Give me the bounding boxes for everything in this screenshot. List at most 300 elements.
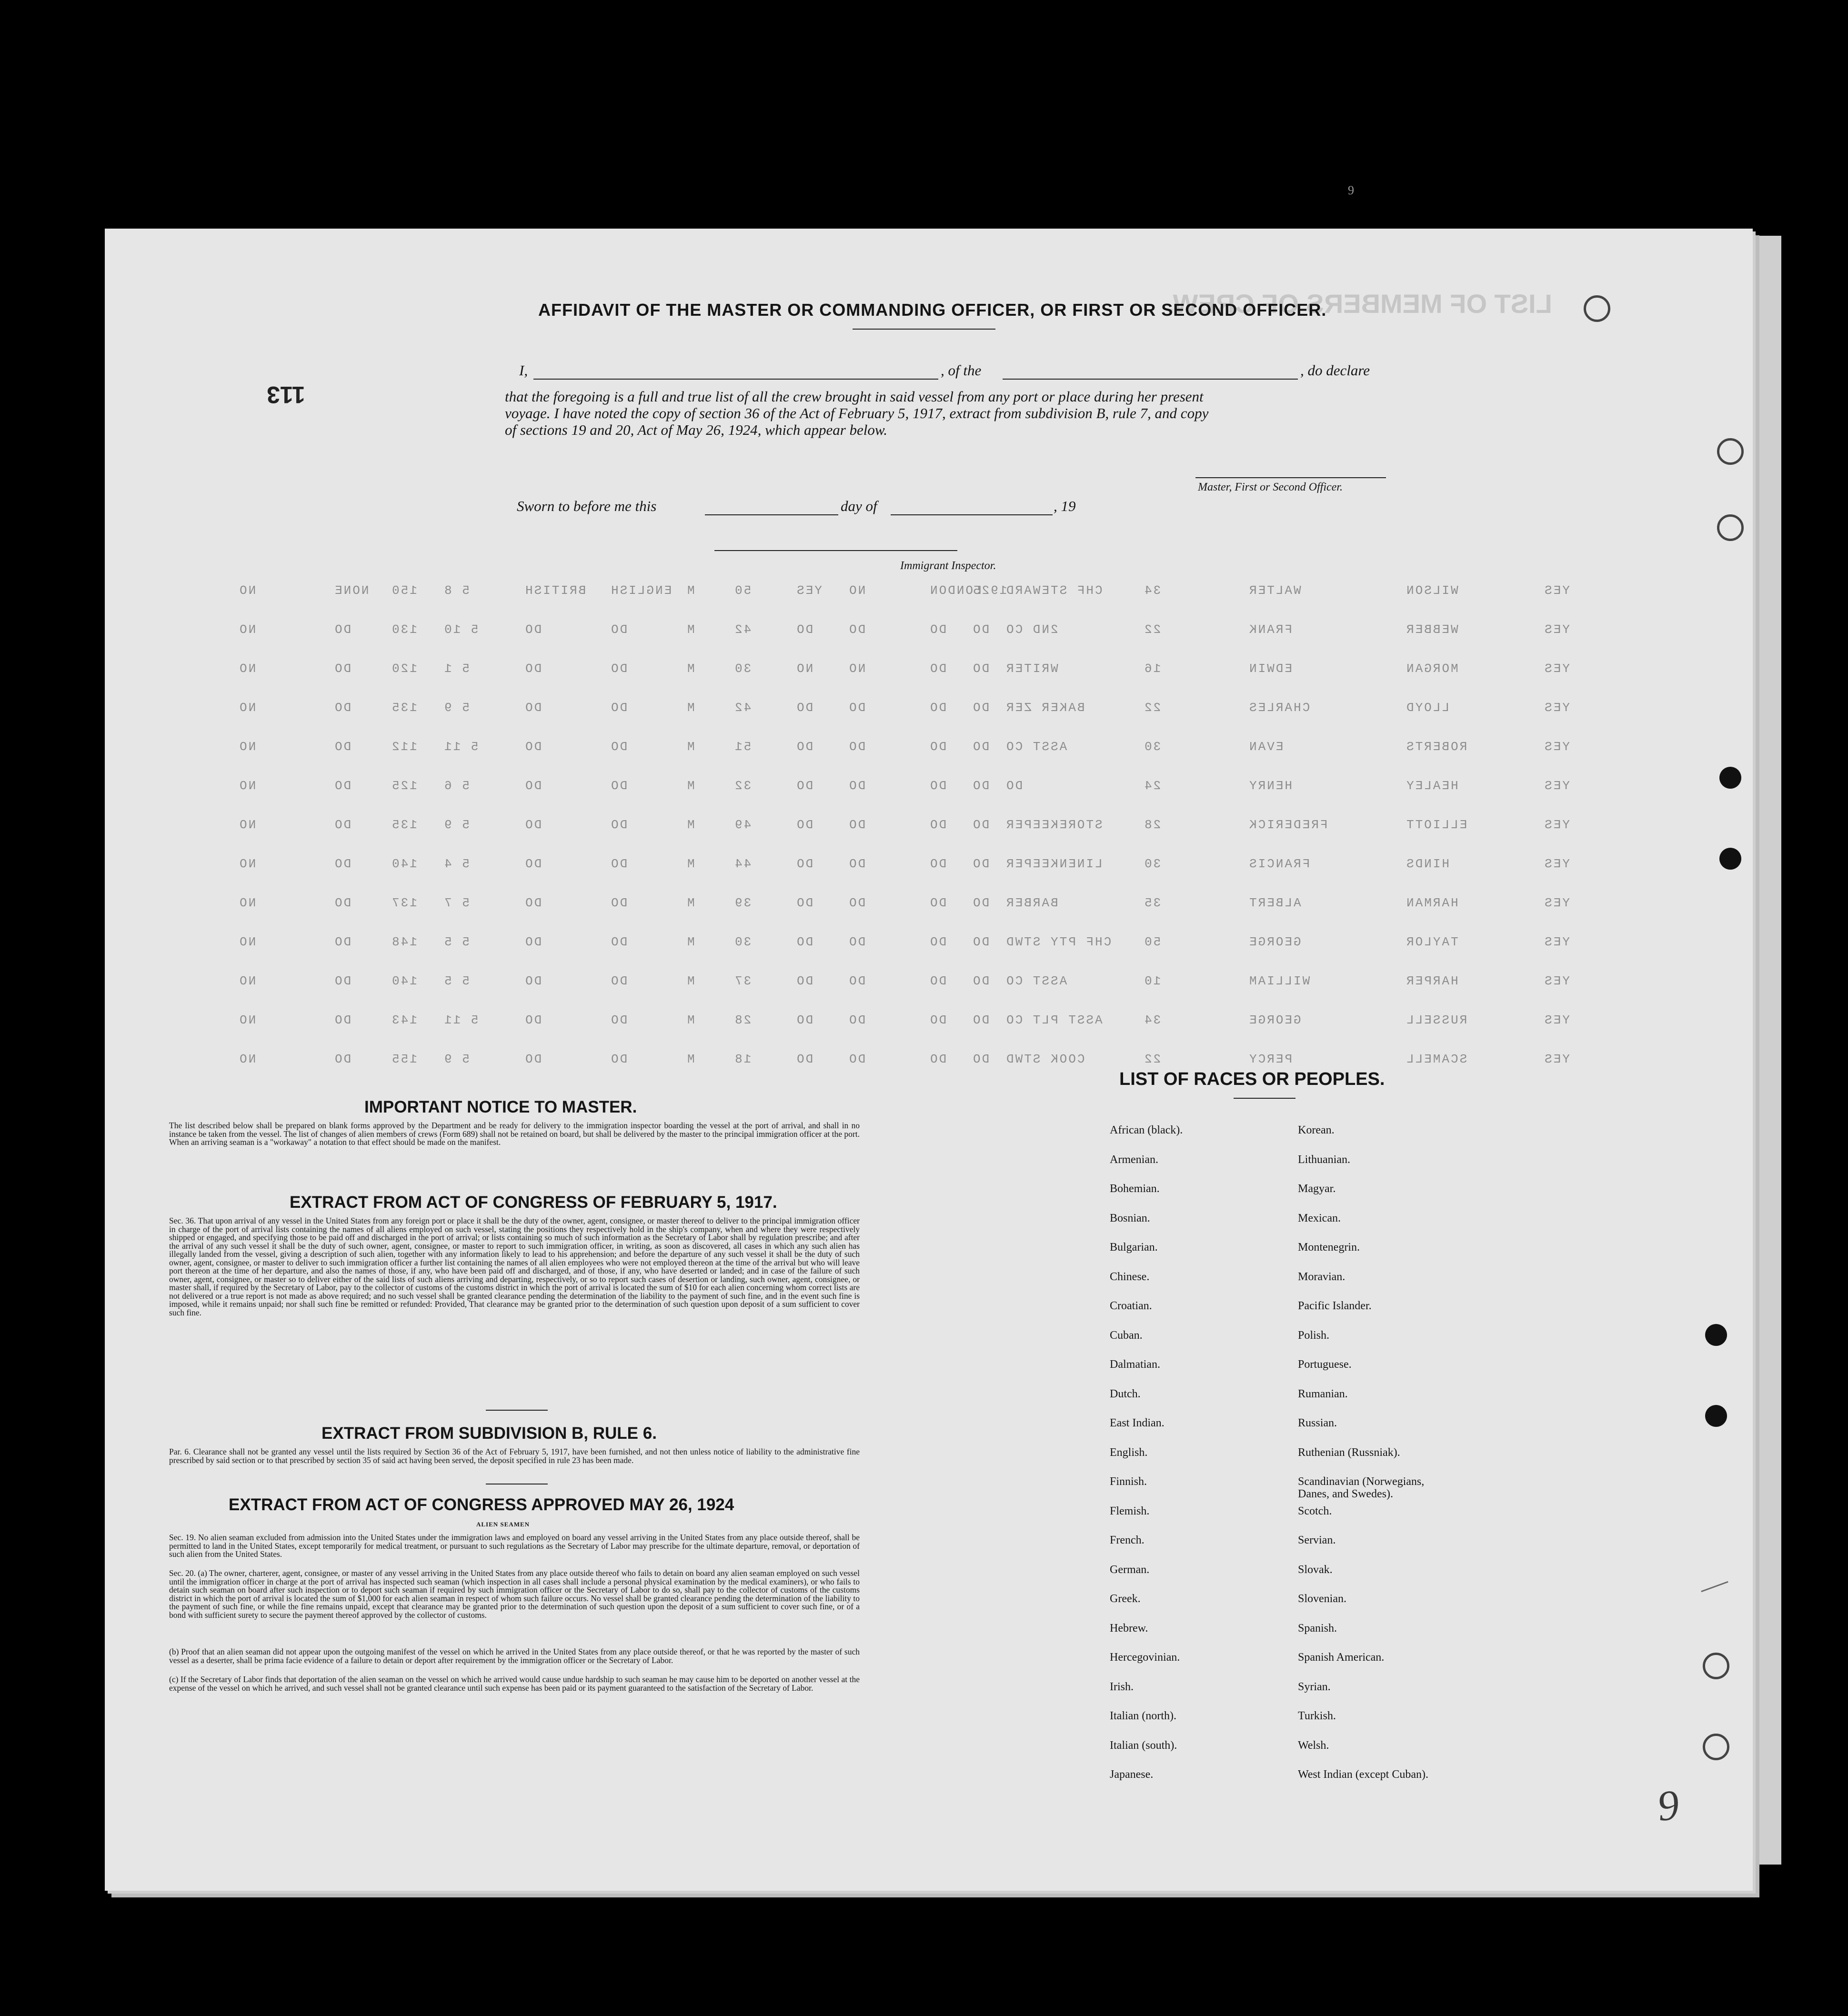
crew-cell-a: YES [1543, 701, 1570, 715]
crew-cell-l: DO [610, 622, 628, 637]
crew-cell-p: DO [333, 935, 352, 949]
crew-cell-i: YES [795, 583, 822, 598]
crew-cell-q: NO [238, 740, 256, 754]
crew-cell-j: 39 [733, 896, 752, 910]
master-caption: Master, First or Second Officer. [1198, 481, 1343, 493]
crew-cell-i: DO [795, 818, 814, 832]
crew-cell-f: DO [972, 701, 990, 715]
crew-cell-i: DO [795, 935, 814, 949]
sec-20a-text: Sec. 20. (a) The owner, charterer, agent, consignee, or master of any vessel arriving in the United States from any place outside thereof who fails to detain on board any alien seaman employed on such vessel until the immigration officer in charge at the port of arrival has inspected such seaman (which inspection in all cases shall include a personal physical examination by the medical examiners), or who fails to detain such seaman on board after such inspection or to deport such seaman if required by such immigration officer or the Secretary of Labor to do so, shall pay to the collector of customs of the customs district in which the port of arrival is located the sum of $1,000 for each alien seaman in respect of whom such failure occurs. No vessel shall be granted clearance pending the determination of the liability to the payment of such fine, or while the fine remains unpaid, except that clearance may be granted prior to the determination of such question upon the deposit of a sum sufficient to cover such fine, or of a bond with sufficient surety to secure the payment thereof approved by the collector of customs. [169, 1568, 860, 1620]
crew-cell-h: DO [848, 622, 866, 637]
crew-cell-m: DO [524, 701, 542, 715]
crew-cell-a: YES [1543, 1013, 1570, 1027]
punch-hole-icon [1705, 1405, 1727, 1427]
crew-cell-h: DO [848, 974, 866, 988]
crew-cell-a: YES [1543, 583, 1570, 598]
crew-cell-k: M [686, 740, 695, 754]
crew-cell-k: M [686, 622, 695, 637]
declare-label: , do declare [1300, 362, 1370, 379]
crew-cell-k: M [686, 818, 695, 832]
crew-cell-h: NO [848, 662, 866, 676]
crew-cell-b: TAYLOR [1405, 935, 1458, 949]
crew-cell-o: 135 [391, 701, 417, 715]
crew-cell-p: DO [333, 896, 352, 910]
crew-cell-c: WILLIAM [1248, 974, 1310, 988]
crew-cell-p: DO [333, 1052, 352, 1066]
race-item: Pacific Islander. [1298, 1300, 1372, 1312]
crew-cell-o: 140 [391, 974, 417, 988]
crew-cell-g: DO [929, 935, 947, 949]
sworn-day-line[interactable] [705, 514, 838, 515]
punch-hole-icon [1584, 295, 1610, 322]
title-underline [853, 329, 995, 330]
crew-cell-d: 50 [1143, 935, 1161, 949]
race-item: Ruthenian (Russniak). [1298, 1446, 1400, 1459]
crew-cell-n: 5 6 [443, 779, 470, 793]
race-item: Chinese. [1110, 1270, 1150, 1283]
crew-cell-n: 5 9 [443, 701, 470, 715]
crew-cell-q: NO [238, 583, 256, 598]
crew-cell-j: 28 [733, 1013, 752, 1027]
crew-cell-n: 5 11 [443, 740, 479, 754]
divider [1234, 1098, 1296, 1099]
punch-hole-icon [1717, 514, 1744, 541]
crew-cell-j: 37 [733, 974, 752, 988]
crew-cell-b: HARPER [1405, 974, 1458, 988]
notice-text: The list described below shall be prepared on blank forms approved by the Department and be ready for delivery to the immigration inspector boarding the vessel at the port of arrival, and shall in no instance be taken from the vessel. The list of changes of alien members of crews (Form 689) shall not be retained on board, but shall be delivered by the master to the principal immigration officer at the port. When an arriving seaman is a "workaway" a notation to that effect should be made on the manifest. [169, 1121, 860, 1147]
crew-cell-g: DO [929, 740, 947, 754]
crew-cell-n: 5 9 [443, 818, 470, 832]
race-item: Bohemian. [1110, 1183, 1160, 1195]
crew-cell-h: DO [848, 779, 866, 793]
crew-cell-e: ASST CO [1005, 974, 1067, 988]
race-item: Welsh. [1298, 1739, 1329, 1752]
crew-cell-l: DO [610, 701, 628, 715]
crew-cell-p: DO [333, 701, 352, 715]
crew-cell-c: CHARLES [1248, 701, 1310, 715]
crew-cell-d: 30 [1143, 740, 1161, 754]
crew-cell-h: DO [848, 701, 866, 715]
crew-cell-n: 5 8 [443, 583, 470, 598]
crew-cell-j: 42 [733, 701, 752, 715]
race-item: Scotch. [1298, 1504, 1332, 1517]
year-label: , 19 [1054, 498, 1076, 514]
crew-cell-f: DO [972, 1052, 990, 1066]
crew-cell-f: DO [972, 779, 990, 793]
crew-cell-j: 32 [733, 779, 752, 793]
crew-cell-l: DO [610, 779, 628, 793]
crew-cell-d: 22 [1143, 1052, 1161, 1066]
crew-cell-f: DO [972, 857, 990, 871]
crew-cell-b: HARMAN [1405, 896, 1458, 910]
crew-cell-n: 5 4 [443, 857, 470, 871]
crew-cell-d: 22 [1143, 622, 1161, 637]
crew-cell-q: NO [238, 622, 256, 637]
race-item: Finnish. [1110, 1475, 1147, 1488]
race-item: Cuban. [1110, 1329, 1143, 1342]
crew-cell-d: 10 [1143, 974, 1161, 988]
crew-cell-o: 125 [391, 779, 417, 793]
crew-cell-k: M [686, 1013, 695, 1027]
crew-cell-a: YES [1543, 974, 1570, 988]
crew-cell-e: BARBER [1005, 896, 1058, 910]
crew-cell-h: DO [848, 896, 866, 910]
crew-cell-c: HENRY [1248, 779, 1293, 793]
crew-cell-e: LINENKEEPER [1005, 857, 1103, 871]
crew-cell-c: FREDERICK [1248, 818, 1328, 832]
crew-cell-o: 120 [391, 662, 417, 676]
affidavit-line-3: of sections 19 and 20, Act of May 26, 1924, which appear below. [505, 421, 888, 438]
crew-cell-p: DO [333, 857, 352, 871]
crew-cell-f: DO [972, 622, 990, 637]
race-item: Moravian. [1298, 1270, 1346, 1283]
race-item: Korean. [1298, 1124, 1335, 1136]
crew-cell-o: 130 [391, 622, 417, 637]
crew-cell-e: WRITER [1005, 662, 1058, 676]
crew-cell-d: 28 [1143, 818, 1161, 832]
race-item: Japanese. [1110, 1768, 1154, 1781]
crew-cell-b: WILSON [1405, 583, 1458, 598]
crew-cell-e: CHF PTY STWD [1005, 935, 1112, 949]
race-item: Dalmatian. [1110, 1358, 1160, 1371]
race-item: English. [1110, 1446, 1148, 1459]
master-signature-line[interactable] [1195, 477, 1386, 478]
crew-cell-o: 150 [391, 583, 417, 598]
crew-cell-n: 5 11 [443, 1013, 479, 1027]
races-title: LIST OF RACES OR PEOPLES. [1119, 1069, 1385, 1089]
crew-cell-p: NONE [333, 583, 369, 598]
day-of-label: day of [841, 498, 877, 514]
crew-cell-q: NO [238, 1052, 256, 1066]
crew-cell-o: 140 [391, 857, 417, 871]
crew-cell-g: DO [929, 896, 947, 910]
crew-cell-a: YES [1543, 740, 1570, 754]
crew-cell-h: DO [848, 740, 866, 754]
crew-cell-a: YES [1543, 622, 1570, 637]
crew-cell-q: NO [238, 1013, 256, 1027]
race-item: Russian. [1298, 1417, 1337, 1429]
crew-cell-a: YES [1543, 662, 1570, 676]
extract-1917-text: Sec. 36. That upon arrival of any vessel in the United States from any foreign port or place it shall be the duty of the owner, agent, consignee, or master thereof to deliver to the principal immigration officer in charge of the port of arrival lists containing the names of all aliens employed on such vessel, stating the positions they respectively hold in the ship's company, when and where they were respectively shipped or engaged, and specifying those to be paid off and discharged in the port of arrival; or lists containing so much of such information as the Secretary of Labor shall by regulation prescribe; and after the arrival of any such vessel it shall be the duty of such owner, agent, consignee, or master to report to such immigration officer, in writing, as soon as discovered, all cases in which any such alien has illegally landed from the vessel, giving a description of such alien, together with any information likely to lead to his apprehension; and before the departure of any such vessel it shall be the duty of such owner, agent, consignee, or master to deliver to such immigration officer a further list containing the names of all alien employees who were not employed thereon at the time of the arrival but who will leave port thereon at the time of her departure, and also the names of those, if any, who have been paid off and discharged, and of those, if any, who have deserted or landed; and in case of the failure of such owner, agent, consignee, or master so to deliver either of the said lists of such aliens arriving and departing, respectively, or so to report such cases of desertion or landing, such owner, agent, consignee, or master shall, if required by the Secretary of Labor, pay to the collector of customs of the customs district in which the port of arrival is located the sum of $10 for each alien concerning whom correct lists are not delivered or a true report is not made as above required; and no such vessel shall be granted clearance pending the determination of the liability to the payment of such fine, and in the event such fine is imposed, while it remains unpaid; nor shall such fine be remitted or refunded: Provided, That clearance may be granted prior to the determination of such question upon deposit of a sum sufficient to cover such fine. [169, 1216, 860, 1317]
punch-hole-icon [1719, 767, 1741, 789]
crew-cell-c: EDWIN [1248, 662, 1293, 676]
crew-cell-l: DO [610, 974, 628, 988]
crew-cell-k: M [686, 583, 695, 598]
race-item: Scandinavian (Norwegians, Danes, and Swedes). [1298, 1475, 1425, 1500]
crew-cell-n: 5 5 [443, 935, 470, 949]
crew-cell-q: NO [238, 701, 256, 715]
crew-cell-j: 42 [733, 622, 752, 637]
race-item: Spanish. [1298, 1622, 1337, 1635]
crew-cell-j: 44 [733, 857, 752, 871]
crew-cell-a: YES [1543, 896, 1570, 910]
crew-cell-n: 5 1 [443, 662, 470, 676]
extract-1924-subtitle: ALIEN SEAMEN [476, 1521, 530, 1528]
race-item: Italian (north). [1110, 1710, 1176, 1722]
crew-cell-g: DO [929, 779, 947, 793]
crew-cell-k: M [686, 1052, 695, 1066]
crew-cell-c: GEORGE [1248, 1013, 1301, 1027]
crew-cell-f: DO [972, 896, 990, 910]
crew-cell-d: 34 [1143, 583, 1161, 598]
crew-cell-m: DO [524, 896, 542, 910]
race-item: Bosnian. [1110, 1212, 1150, 1224]
crew-cell-o: 143 [391, 1013, 417, 1027]
crew-cell-p: DO [333, 779, 352, 793]
race-item: Dutch. [1110, 1387, 1141, 1400]
race-item: Turkish. [1298, 1710, 1336, 1722]
race-item: Croatian. [1110, 1300, 1152, 1312]
sworn-label: Sworn to before me this [517, 498, 657, 514]
crew-cell-a: YES [1543, 818, 1570, 832]
affidavit-title: AFFIDAVIT OF THE MASTER OR COMMANDING OFFICER, OR FIRST OR SECOND OFFICER. [538, 300, 1327, 320]
crew-cell-i: DO [795, 701, 814, 715]
crew-cell-k: M [686, 935, 695, 949]
crew-cell-q: NO [238, 779, 256, 793]
crew-cell-e: DO [1005, 779, 1023, 793]
crew-cell-l: DO [610, 1013, 628, 1027]
crew-cell-e: STOREKEEPER [1005, 818, 1103, 832]
crew-cell-i: NO [795, 662, 814, 676]
race-item: Mexican. [1298, 1212, 1341, 1224]
show-through-heading: LIST OF MEMBERS OF CREW. [1167, 289, 1552, 319]
crew-cell-l: DO [610, 857, 628, 871]
crew-cell-e: ASST PLT CO [1005, 1013, 1103, 1027]
extract-1924-title: EXTRACT FROM ACT OF CONGRESS APPROVED MAY 26, 1924 [229, 1495, 734, 1514]
crew-cell-k: M [686, 896, 695, 910]
crew-cell-e: 2ND CO [1005, 622, 1058, 637]
race-item: German. [1110, 1563, 1150, 1576]
crew-cell-a: YES [1543, 1052, 1570, 1066]
crew-cell-b: WEBBER [1405, 622, 1458, 637]
subdivision-text: Par. 6. Clearance shall not be granted any vessel until the lists required by Section 36 of the Act of February 5, 1917, have been furnished, and not then unless notice of liability to the administrative fine prescribed by said section or to that prescribed by section 35 of said act having been served, the deposit specified in rule 23 has been made. [169, 1447, 860, 1465]
divider [486, 1410, 548, 1411]
crew-cell-k: M [686, 857, 695, 871]
crew-cell-n: 5 5 [443, 974, 470, 988]
crew-cell-g: DO [929, 701, 947, 715]
crew-cell-c: EVAN [1248, 740, 1284, 754]
sec-20c-text: (c) If the Secretary of Labor finds that deportation of the alien seaman on the vessel on which he arrived would cause undue hardship to such seaman he may cause him to be deported on another vessel at the expense of the vessel on which he arrived, and such vessel shall not be granted clearance until such expense has been paid or its payment guaranteed to the satisfaction of the Secretary of Labor. [169, 1675, 860, 1693]
crew-cell-i: DO [795, 740, 814, 754]
race-item: Montenegrin. [1298, 1241, 1360, 1254]
crew-cell-d: 16 [1143, 662, 1161, 676]
crew-cell-m: DO [524, 779, 542, 793]
crew-cell-j: 18 [733, 1052, 752, 1066]
crew-cell-h: DO [848, 935, 866, 949]
crew-cell-a: YES [1543, 779, 1570, 793]
crew-cell-p: DO [333, 622, 352, 637]
crew-cell-c: ALBERT [1248, 896, 1301, 910]
race-item: Flemish. [1110, 1504, 1150, 1517]
crew-cell-g: DO [929, 818, 947, 832]
crew-cell-m: DO [524, 1052, 542, 1066]
crew-cell-k: M [686, 662, 695, 676]
crew-cell-g: DO [929, 857, 947, 871]
crew-cell-m: DO [524, 662, 542, 676]
extract-1917-title: EXTRACT FROM ACT OF CONGRESS OF FEBRUARY 5, 1917. [290, 1193, 777, 1212]
punch-hole-icon [1703, 1734, 1729, 1760]
sworn-month-line[interactable] [891, 514, 1053, 515]
crew-cell-c: FRANK [1248, 622, 1293, 637]
vessel-label: , of the [941, 362, 982, 379]
crew-cell-c: GEORGE [1248, 935, 1301, 949]
crew-cell-l: DO [610, 818, 628, 832]
race-item: Polish. [1298, 1329, 1330, 1342]
crew-cell-k: M [686, 701, 695, 715]
race-item: Rumanian. [1298, 1387, 1348, 1400]
crew-cell-d: 35 [1143, 896, 1161, 910]
race-item: West Indian (except Cuban). [1298, 1768, 1428, 1781]
crew-cell-l: DO [610, 1052, 628, 1066]
race-item: Syrian. [1298, 1680, 1331, 1693]
crew-cell-o: 148 [391, 935, 417, 949]
crew-cell-m: BRITISH [524, 583, 586, 598]
crew-cell-f: DO [972, 1013, 990, 1027]
crew-cell-f: DO [972, 662, 990, 676]
crew-cell-m: DO [524, 857, 542, 871]
crew-cell-j: 51 [733, 740, 752, 754]
race-item: East Indian. [1110, 1417, 1165, 1429]
crew-cell-d: 34 [1143, 1013, 1161, 1027]
crew-cell-o: 137 [391, 896, 417, 910]
crew-cell-m: DO [524, 818, 542, 832]
race-item: Italian (south). [1110, 1739, 1177, 1752]
crew-cell-o: 135 [391, 818, 417, 832]
inspector-caption: Immigrant Inspector. [900, 560, 996, 572]
affiant-name-line[interactable] [533, 379, 938, 380]
affidavit-line-2: voyage. I have noted the copy of section 36 of the Act of February 5, 1917, extract from subdivision B, rule 7, and copy [505, 405, 1209, 421]
crew-cell-b: SCAMELL [1405, 1052, 1467, 1066]
crew-cell-f: DO [972, 740, 990, 754]
crew-cell-b: HINDS [1405, 857, 1450, 871]
crew-cell-p: DO [333, 662, 352, 676]
crew-cell-d: 22 [1143, 701, 1161, 715]
page-number: 9 [1348, 183, 1354, 197]
crew-cell-b: RUSSELL [1405, 1013, 1467, 1027]
crew-cell-e: CHF STEWARD [1005, 583, 1103, 598]
race-item: Slovenian. [1298, 1593, 1346, 1605]
crew-cell-i: DO [795, 622, 814, 637]
crew-cell-m: DO [524, 935, 542, 949]
crew-cell-i: DO [795, 896, 814, 910]
crew-cell-n: 5 7 [443, 896, 470, 910]
crew-cell-a: YES [1543, 935, 1570, 949]
crew-cell-g: DO [929, 662, 947, 676]
crew-cell-p: DO [333, 974, 352, 988]
crew-cell-c: FRANCIS [1248, 857, 1310, 871]
crew-cell-l: DO [610, 896, 628, 910]
crew-cell-q: NO [238, 974, 256, 988]
crew-cell-j: 30 [733, 662, 752, 676]
crew-cell-j: 30 [733, 935, 752, 949]
punch-hole-icon [1719, 848, 1741, 870]
crew-cell-n: 5 9 [443, 1052, 470, 1066]
crew-cell-f: DO [972, 974, 990, 988]
sec-19-text: Sec. 19. No alien seaman excluded from admission into the United States under the immigration laws and employed on board any vessel arriving in the United States from any place outside thereof, shall be permitted to land in the United States, except temporarily for medical treatment, or pursuant to such regulations as the Secretary of Labor may prescribe for the ultimate departure, removal, or deportation of such alien from the United States. [169, 1533, 860, 1559]
crew-cell-c: WALTER [1248, 583, 1301, 598]
crew-cell-h: DO [848, 857, 866, 871]
crew-cell-e: ASST CO [1005, 740, 1067, 754]
punch-hole-icon [1703, 1653, 1729, 1679]
crew-cell-b: ELLIOTT [1405, 818, 1467, 832]
crew-cell-i: DO [795, 974, 814, 988]
crew-cell-j: 49 [733, 818, 752, 832]
crew-cell-g: LONDON [929, 583, 982, 598]
race-item: Hercegovinian. [1110, 1651, 1180, 1664]
crew-cell-h: NO [848, 583, 866, 598]
affiant-label: I, [519, 362, 528, 379]
crew-cell-l: DO [610, 935, 628, 949]
crew-cell-l: DO [610, 740, 628, 754]
affidavit-line-1: that the foregoing is a full and true list of all the crew brought in said vessel from any port or place during her present [505, 388, 1204, 405]
crew-cell-l: ENGLISH [610, 583, 672, 598]
inspector-signature-line[interactable] [714, 550, 957, 551]
crew-cell-g: DO [929, 1013, 947, 1027]
crew-cell-k: M [686, 779, 695, 793]
crew-cell-q: NO [238, 818, 256, 832]
crew-cell-q: NO [238, 662, 256, 676]
subdivision-title: EXTRACT FROM SUBDIVISION B, RULE 6. [321, 1424, 657, 1443]
crew-cell-a: YES [1543, 857, 1570, 871]
crew-cell-m: DO [524, 622, 542, 637]
crew-cell-i: DO [795, 779, 814, 793]
crew-cell-h: DO [848, 818, 866, 832]
crew-cell-q: NO [238, 857, 256, 871]
crew-cell-h: DO [848, 1052, 866, 1066]
crew-cell-f: 1925 [972, 583, 1007, 598]
crew-cell-i: DO [795, 1052, 814, 1066]
crew-cell-m: DO [524, 974, 542, 988]
crew-cell-b: HEALEY [1405, 779, 1458, 793]
crew-cell-p: DO [333, 818, 352, 832]
crew-cell-n: 5 10 [443, 622, 479, 637]
race-item: Hebrew. [1110, 1622, 1148, 1635]
crew-cell-m: DO [524, 740, 542, 754]
crew-cell-b: LLOYD [1405, 701, 1450, 715]
race-item: Irish. [1110, 1680, 1134, 1693]
punch-hole-icon [1705, 1324, 1727, 1346]
vessel-name-line[interactable] [1003, 379, 1298, 380]
crew-cell-c: PERCY [1248, 1052, 1293, 1066]
crew-cell-e: COOK STWD [1005, 1052, 1085, 1066]
crew-cell-g: DO [929, 622, 947, 637]
race-item: Greek. [1110, 1593, 1141, 1605]
crew-cell-o: 112 [391, 740, 417, 754]
race-item: Spanish American. [1298, 1651, 1385, 1664]
crew-cell-b: ROBERTS [1405, 740, 1467, 754]
crew-cell-j: 50 [733, 583, 752, 598]
race-item: African (black). [1110, 1124, 1183, 1136]
crew-cell-g: DO [929, 974, 947, 988]
crew-cell-b: MORGAN [1405, 662, 1458, 676]
crew-cell-f: DO [972, 935, 990, 949]
crew-cell-m: DO [524, 1013, 542, 1027]
notice-title: IMPORTANT NOTICE TO MASTER. [364, 1098, 637, 1116]
race-item: Portuguese. [1298, 1358, 1352, 1371]
race-item: Magyar. [1298, 1183, 1336, 1195]
crew-cell-p: DO [333, 1013, 352, 1027]
crew-cell-e: BAKER ZER [1005, 701, 1085, 715]
crew-cell-i: DO [795, 1013, 814, 1027]
crew-cell-f: DO [972, 818, 990, 832]
crew-cell-i: DO [795, 857, 814, 871]
crew-cell-q: NO [238, 896, 256, 910]
race-item: Armenian. [1110, 1153, 1158, 1166]
handwritten-mark: 9 [1655, 1781, 1682, 1831]
race-item: Servian. [1298, 1534, 1336, 1546]
crew-cell-d: 30 [1143, 857, 1161, 871]
crew-cell-k: M [686, 974, 695, 988]
